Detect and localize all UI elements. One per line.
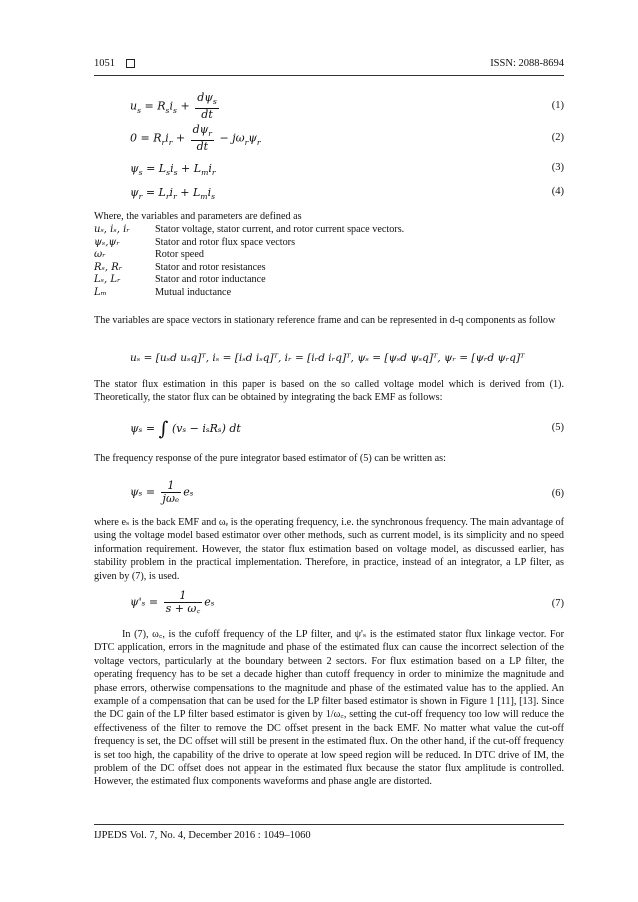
paragraph-voltage-model: The stator flux estimation in this paper is based on the so called voltage model which is derived from (1). Theoretically, the stator flux can be obtained by integrating the back EMF as follows: [94, 379, 564, 404]
definition-row: uₛ, iₛ, iᵣ Stator voltage, stator current, and rotor current space vectors. [94, 224, 405, 235]
checkbox-icon [126, 59, 135, 68]
definition-row: ωᵣ Rotor speed [94, 249, 204, 261]
page-number: 1051 [94, 58, 115, 69]
equation-3: $\psi_s = L_si_s + L_mi_r$ (3) [130, 162, 564, 178]
equation-1: $u_s = R_si_s$ + $\frac{d\psi_s}{dt}$ (1) [130, 91, 564, 122]
equation-7: ψ'ₛ = $\frac{1}{s + \omega꜀}$ eₛ (7) [130, 589, 564, 615]
footer-rule [94, 824, 564, 825]
equation-5: ψₛ = ∫ (vₛ − iₛRₛ) dt (5) [130, 418, 564, 440]
equation-number: (6) [551, 488, 564, 499]
equation-6: ψₛ = $\frac{1}{\text{jωₑ}}$ eₛ (6) [130, 479, 564, 505]
paragraph-dq-intro: The variables are space vectors in stationary reference frame and can be represented in d-q components as follow [94, 315, 556, 326]
paragraph-frequency-response: The frequency response of the pure integrator based estimator of (5) can be written as: [94, 453, 446, 464]
equation-number: (4) [551, 186, 564, 197]
equation-number: (3) [551, 162, 564, 173]
definitions-list [94, 224, 564, 300]
paragraph-back-emf: where eₛ is the back EMF and ωₑ is the operating frequency, i.e. the synchronous frequency. The main advantage of using the voltage model based estimator over other methods, such as current model, is its simplicity and no speed information requirement. However, the stator flux estimation based on voltage model, as discussed earlier, has stability problem in the practical implementation. Therefore, in practice, instead of an integrator, a LP filter, as given by (7), is used. [94, 517, 564, 582]
equation-number: (2) [551, 132, 564, 143]
definitions-intro: Where, the variables and parameters are defined as [94, 211, 302, 222]
equation-4: $\psi_r = L_ri_r + L_mi_s$ (4) [130, 186, 564, 202]
definition-row: Lₘ Mutual inductance [94, 286, 232, 298]
equation-number: (1) [551, 100, 564, 111]
equation-number: (7) [551, 598, 564, 609]
issn-label: ISSN: 2088-8694 [490, 58, 564, 69]
equation-number: (5) [551, 422, 564, 433]
running-header [94, 58, 564, 72]
definition-row: Lₛ, Lᵣ Stator and rotor inductance [94, 274, 266, 286]
equation-2: $0 = R_ri_r$ + $\frac{d\psi_r}{dt}$ − $j\omega_r\psi_r$ (2) [130, 123, 564, 154]
dq-components-equation: uₛ = [uₛd uₛq]ᵀ, iₛ = [iₛd iₛq]ᵀ, iᵣ = [iᵣd iᵣq]ᵀ, ψₛ = [ψₛd ψₛq]ᵀ, ψᵣ = [ψᵣd ψᵣq]ᵀ [130, 352, 525, 364]
definition-row: ψₛ,ψᵣ Stator and rotor flux space vectors [94, 236, 296, 248]
footer-citation: IJPEDS Vol. 7, No. 4, December 2016 : 1049–1060 [94, 830, 311, 841]
paragraph-lp-filter: In (7), ω꜀, is the cufoff frequency of the LP filter, and ψ'ₛ is the estimated stator flux linkage vector. For DTC application, errors in the magnitude and phase of the estimated flux can cause the incorrect selection of the voltage vectors, particularly at the boundary between 2 sectors. For flux estimation based on a LP filter, the operating frequency has to be set a decade higher than cutoff frequency in order to minimize the magnitude and phase errors, otherwise compensations to the magnitude and phase of the estimated value has to the applied. An example of a compensation that can be used for the LP filter based estimator is shown in Figure 1 [11], [13]. Since the DC gain of the LP filter based estimator is given by 1/ω꜀, setting the cut-off frequency too low will reduce the effectiveness of the filter to remove the DC offset present in the back EMF. No matter what value the cut-off frequency is set, the DC offset will still be present in the estimated flux. On the other hand, if the cut-off frequency is set too high, the capability of the drive to operate at low speed region will be reduced. In DTC drive of IM, the problem of the DC offset does not appear in the estimated flux because the stator flux amplitude is controlled. However, the estimated flux components waveforms and phase angle are distorted. [94, 629, 564, 788]
header-rule [94, 75, 564, 76]
definition-row: Rₛ, Rᵣ Stator and rotor resistances [94, 261, 266, 273]
